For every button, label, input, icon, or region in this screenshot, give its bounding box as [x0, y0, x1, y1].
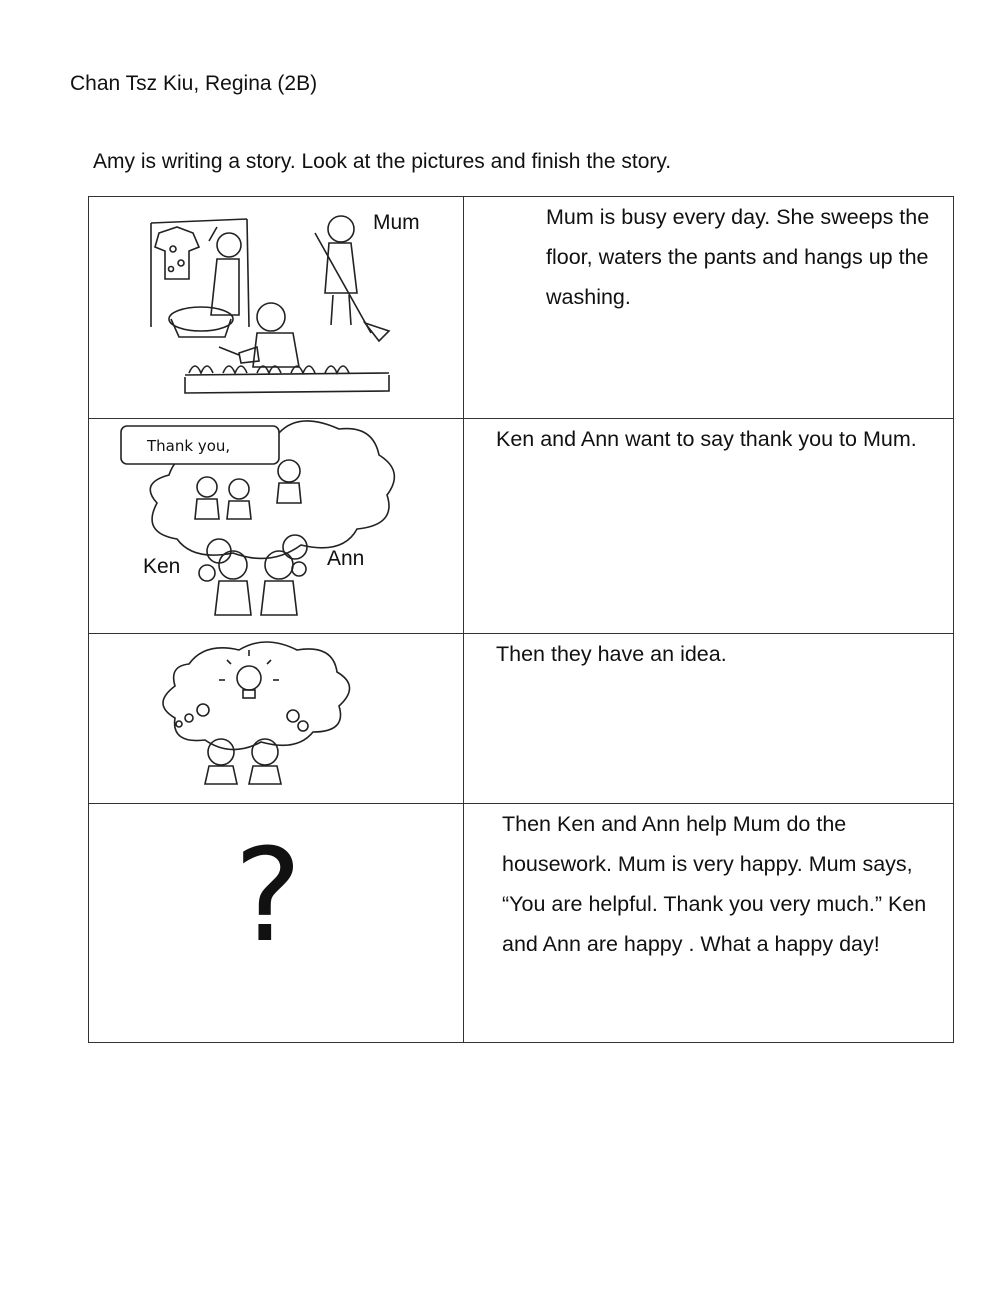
student-name: Chan Tsz Kiu, Regina (2B) — [70, 72, 318, 95]
story-text-4: Then Ken and Ann help Mum do the housework. Mum is very happy. Mum says, “You are helpful. Thank you very much.” Ken and Ann are happy . What a happy day! — [502, 812, 927, 956]
thank-you-thought-illustration — [89, 419, 463, 634]
story-row-4 — [89, 804, 954, 1043]
story-text-cell-4 — [464, 804, 954, 1043]
story-text-cell-3 — [464, 634, 954, 804]
story-row-2 — [89, 419, 954, 634]
story-text-2: Ken and Ann want to say thank you to Mum. — [496, 427, 917, 451]
idea-illustration — [89, 634, 463, 804]
story-text-1: Mum is busy every day. She sweeps the floor, waters the pants and hangs up the washing. — [546, 205, 930, 309]
story-text-cell-1 — [464, 197, 954, 419]
story-text-cell-2 — [464, 419, 954, 634]
label-ann: Ann — [327, 547, 365, 570]
label-mum: Mum — [373, 211, 420, 234]
picture-cell-2 — [89, 419, 464, 634]
picture-cell-4 — [89, 804, 464, 1043]
story-row-3 — [89, 634, 954, 804]
story-table — [88, 196, 954, 1043]
picture-cell-3 — [89, 634, 464, 804]
instruction: Amy is writing a story. Look at the pictures and finish the story. — [93, 150, 672, 173]
story-row-1 — [89, 197, 954, 419]
picture-cell-1 — [89, 197, 464, 419]
question-mark: ? — [234, 822, 302, 971]
speech-bubble-text: Thank you, — [147, 437, 231, 455]
label-ken: Ken — [143, 555, 181, 578]
story-text-3: Then they have an idea. — [496, 642, 727, 666]
